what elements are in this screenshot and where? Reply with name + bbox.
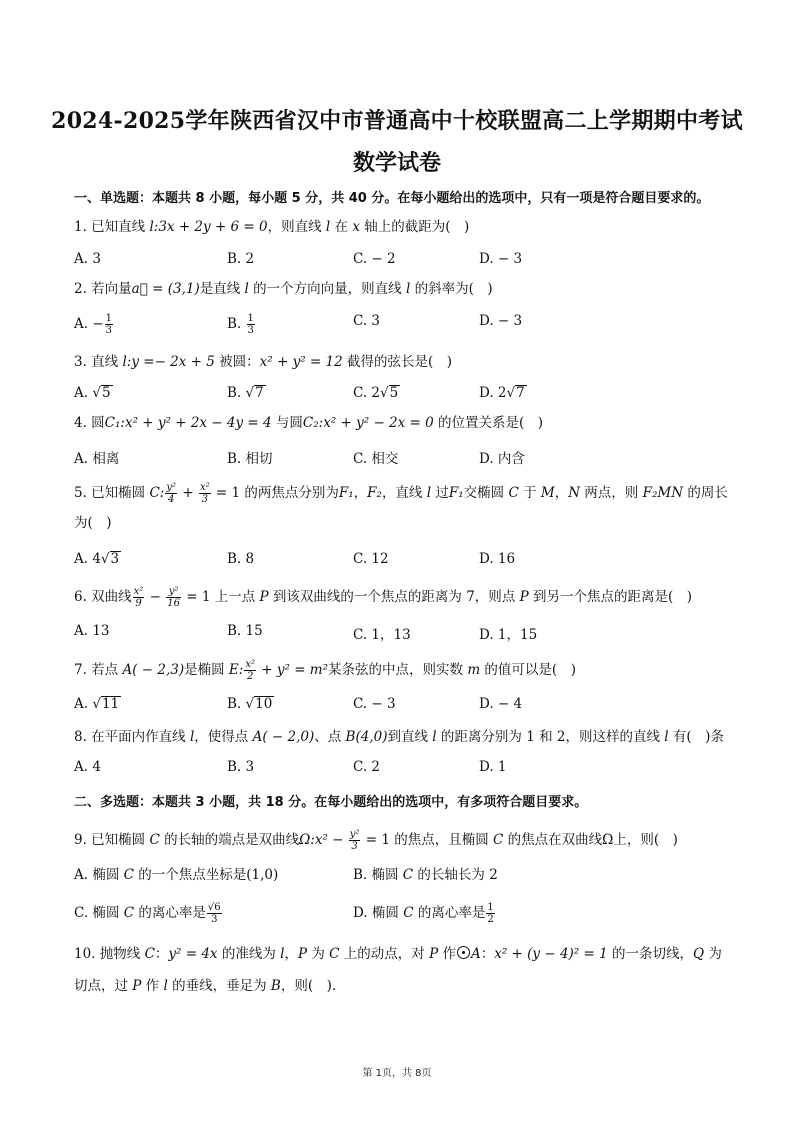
option-d: D. 1，15 — [479, 627, 538, 643]
option-b: B. 相切 — [227, 451, 273, 467]
question-6: 6. 双曲线 $\frac{\text{x²}}{9}$ − $\frac{\text{y²}}{16}$ = 1 上一点 P 到该双曲线的一个焦点的距离为 7，则点 P 到另一个焦点的距离是( ) — [74, 586, 693, 609]
option-a: A. 4√3 — [74, 551, 120, 567]
option-d: D. − 3 — [479, 251, 523, 267]
question-6-options — [74, 623, 754, 645]
option-d: D. − 4 — [479, 696, 523, 712]
option-c: C. 相交 — [353, 451, 399, 467]
question-5: 5. 已知椭圆 C: $\frac{\text{y²}}{4}$ + $\frac{\text{x²}}{3}$ = 1 的两焦点分别为F₁，F₂，直线 l 过F₁交椭圆 C 于 M，N 两点，则 F₂MN 的周长为( ) — [74, 482, 728, 531]
option-d: D. 1 — [479, 759, 507, 775]
question-1-options — [74, 251, 754, 273]
question-1: 1. 已知直线 l:3x + 2y + 6 = 0，则直线 l 在 x 轴上的截距为( ) — [74, 219, 470, 235]
question-5-options — [74, 551, 754, 573]
option-d: D. 16 — [479, 551, 516, 567]
option-c: C. 12 — [353, 551, 389, 567]
option-d: D. 椭圆 C 的离心率是 $\frac{1}{2}$ — [353, 902, 494, 925]
question-9-options-row2 — [74, 901, 754, 923]
option-c: C. 2√5 — [353, 385, 399, 401]
option-b: B. 3 — [227, 759, 255, 775]
option-a: A. 4 — [74, 759, 101, 775]
option-d: D. 2√7 — [479, 385, 525, 401]
page-title: 2024-2025学年陕西省汉中市普通高中十校联盟高二上学期期中考试 — [51, 108, 743, 134]
question-3-options — [74, 385, 754, 407]
option-b: B. 椭圆 C 的长轴长为 2 — [353, 867, 498, 883]
circle-dot-icon — [457, 946, 470, 959]
question-4-options — [74, 447, 754, 469]
question-2: 2. 若向量a⃗ = (3,1)是直线 l 的一个方向向量，则直线 l 的斜率为( ) — [74, 281, 493, 297]
option-d: D. 内含 — [479, 451, 525, 467]
option-a: A. 相离 — [74, 451, 120, 467]
question-7: 7. 若点 A( − 2,3)是椭圆 E: $\frac{\text{x²}}{2}$ + y² = m²某条弦的中点，则实数 m 的值可以是( ) — [74, 659, 576, 682]
section-single-choice: 一、单选题：本题共 8 小题，每小题 5 分，共 40 分。在每小题给出的选项中，只有一项是符合题目要求的。 — [74, 191, 710, 206]
page-subtitle: 数学试卷 — [352, 150, 441, 176]
option-b: B. √10 — [227, 696, 273, 712]
question-9-options-row1 — [74, 863, 754, 885]
option-a: A. 椭圆 C 的一个焦点坐标是(1,0) — [74, 867, 279, 883]
option-c: C. − 2 — [353, 251, 396, 267]
question-8-options — [74, 759, 754, 781]
option-a: A. √5 — [74, 385, 111, 401]
question-4: 4. 圆C₁:x² + y² + 2x − 4y = 4 与圆C₂:x² + y² − 2x = 0 的位置关系是( ) — [74, 415, 544, 431]
option-a: A. √11 — [74, 696, 120, 712]
option-c: C. 2 — [353, 759, 381, 775]
question-7-options — [74, 696, 754, 718]
option-c: C. − 3 — [353, 696, 396, 712]
question-2-options — [74, 313, 754, 335]
question-10: 10. 抛物线 C：y² = 4x 的准线为 l，P 为 C 上的动点，对 P 作 A：x² + (y − 4)² = 1 的一条切线，Q 为切点，过 P 作 l 的垂线，垂足为 B，则( ). — [74, 946, 722, 994]
option-b: B. √7 — [227, 385, 264, 401]
option-c: C. 1，13 — [353, 627, 411, 643]
option-b: B. $\frac{1}{3}$ — [227, 313, 254, 336]
option-c: C. 3 — [353, 313, 381, 329]
question-9: 9. 已知椭圆 C 的长轴的端点是双曲线Ω:x² − $\frac{\text{y²}}{3}$ = 1 的焦点，且椭圆 C 的焦点在双曲线Ω上，则( ) — [74, 829, 678, 852]
option-b: B. 15 — [227, 623, 263, 639]
option-d: D. − 3 — [479, 313, 523, 329]
question-3: 3. 直线 l:y =− 2x + 5 被圆：x² + y² = 12 截得的弦长是( ) — [74, 354, 453, 370]
option-a: A. − $\frac{1}{3}$ — [74, 313, 113, 336]
option-c: C. 椭圆 C 的离心率是 $\frac{√6}{3}$ — [74, 902, 221, 925]
option-b: B. 2 — [227, 251, 255, 267]
option-a: A. 13 — [74, 623, 110, 639]
question-8: 8. 在平面内作直线 l，使得点 A( − 2,0)、点 B(4,0)到直线 l 的距离分别为 1 和 2，则这样的直线 l 有( )条 — [74, 729, 724, 745]
page-footer: 第 1页，共 8页 — [362, 1068, 432, 1079]
option-b: B. 8 — [227, 551, 255, 567]
option-a: A. 3 — [74, 251, 101, 267]
section-multi-choice: 二、多选题：本题共 3 小题，共 18 分。在每小题给出的选项中，有多项符合题目要求。 — [74, 795, 588, 810]
